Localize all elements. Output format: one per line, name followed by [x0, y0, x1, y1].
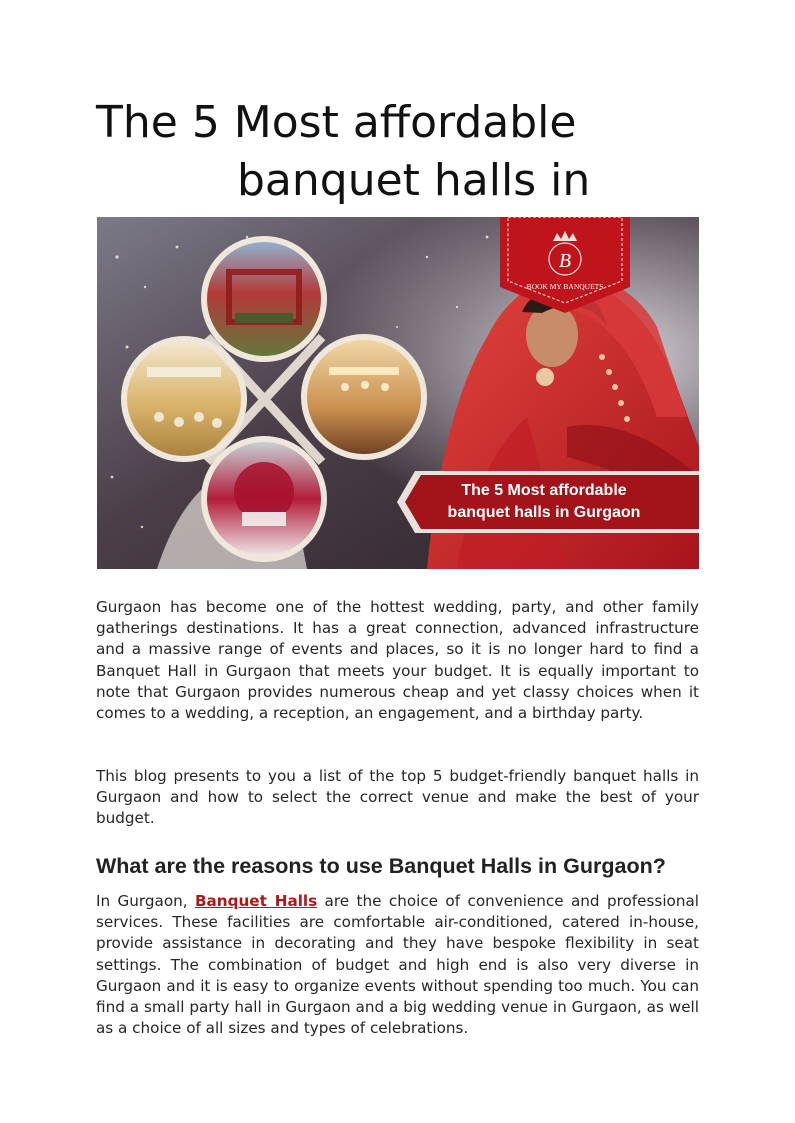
- section-paragraph: [96, 891, 699, 1039]
- section-lead: In Gurgaon,: [96, 892, 195, 910]
- page-title-line-2: banquet halls in: [237, 155, 591, 206]
- page-title-line-1: The 5 Most affordable: [96, 97, 577, 148]
- section-heading: What are the reasons to use Banquet Halls in Gurgaon?: [96, 854, 666, 878]
- brand-name: BOOK MY BANQUETS: [526, 282, 604, 291]
- section-body: are the choice of convenience and professional services. These facilities are comfortable air-conditioned, catered in-house, provide assistance in decorating and they have bespoke flexibility in seat settings. The combination of budget and high end is also very diverse in Gurgaon and it is easy to organize events without spending too much. You can find a small party hall in Gurgaon and a big wedding venue in Gurgaon, as well as a choice of all sizes and types of celebrations.: [96, 892, 699, 1038]
- title-banner: [397, 471, 699, 533]
- intro-paragraph: Gurgaon has become one of the hottest wedding, party, and other family gatherings destinations. It has a great connection, advanced infrastructure and a massive range of events and places, so it is no longer hard to find a Banquet Hall in Gurgaon that meets your budget. It is equally important to note that Gurgaon provides numerous cheap and yet classy choices when it comes to a wedding, a reception, an engagement, and a birthday party.: [96, 598, 699, 723]
- banquet-halls-link[interactable]: Banquet Halls: [194, 892, 318, 910]
- page-title: [96, 94, 706, 210]
- blog-intro-paragraph: This blog presents to you a list of the top 5 budget-friendly banquet halls in Gurgaon and how to select the correct venue and make the best of your budget.: [96, 767, 699, 828]
- banner-line-1: The 5 Most affordable: [461, 482, 627, 499]
- brand-monogram: B: [558, 250, 572, 272]
- banner-line-2: banquet halls in Gurgaon: [447, 504, 641, 521]
- hero-image: [97, 217, 699, 569]
- hero-illustration: [97, 217, 699, 569]
